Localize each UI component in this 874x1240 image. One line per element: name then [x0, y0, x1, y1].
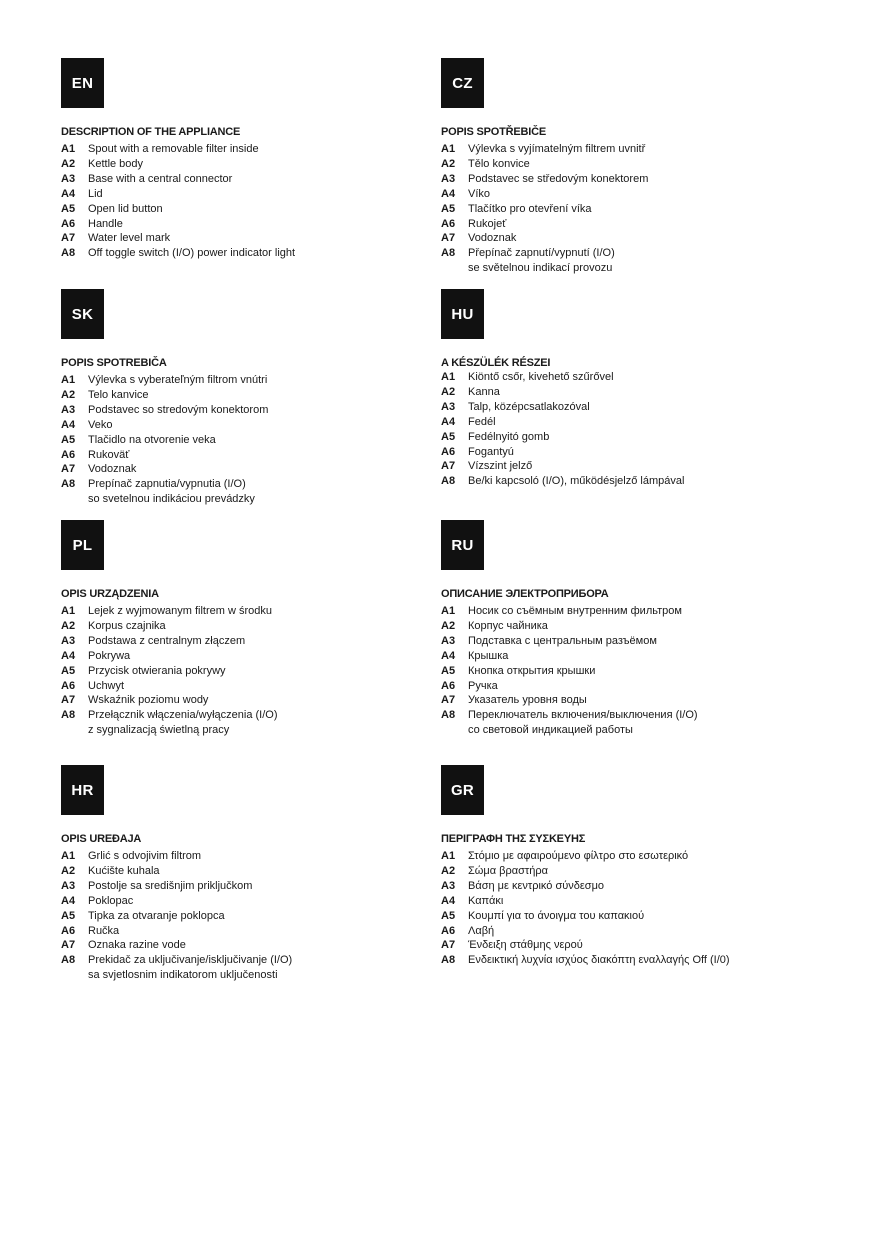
item-code: A5: [61, 909, 76, 922]
list-item: [61, 142, 461, 157]
item-text-line2: sa svjetlosnim indikatorom uključenosti: [88, 969, 278, 982]
item-text: Vízszint jelző: [468, 460, 533, 473]
list-item: [61, 894, 461, 909]
item-text: Pokrywa: [88, 649, 131, 662]
item-code: A7: [61, 232, 76, 245]
list-item: [441, 400, 841, 415]
item-code: A5: [441, 909, 456, 922]
item-text: Víko: [468, 187, 491, 200]
item-text: Корпус чайника: [468, 619, 548, 632]
list-item: [441, 649, 841, 664]
list-item: [61, 231, 461, 246]
section-sk: [61, 289, 461, 507]
item-list: [441, 849, 841, 968]
item-code: A1: [61, 374, 76, 386]
item-code: A5: [441, 664, 456, 677]
list-item: [441, 938, 841, 953]
section-title: OPIS UREĐAJA: [61, 833, 142, 845]
item-code: A8: [61, 478, 76, 491]
item-code: A4: [441, 649, 456, 662]
item-code: A6: [61, 679, 76, 692]
item-text: Σώμα βραστήρα: [468, 864, 548, 877]
section-hu: [441, 289, 841, 489]
section-title: ΠΕΡΙΓΡΑΦΗ ΤΗΣ ΣΥΣΚΕΥΗΣ: [441, 833, 586, 845]
item-code: A1: [441, 850, 456, 862]
list-item: [441, 474, 841, 489]
item-text-line2: z sygnalizacją świetlną pracy: [88, 724, 230, 737]
section-title: ОПИСАНИЕ ЭЛЕКТРОПРИБОРА: [441, 588, 609, 600]
list-item: [441, 879, 841, 894]
item-text: Talp, középcsatlakozóval: [468, 400, 590, 413]
item-code: A8: [441, 954, 456, 967]
list-item: [61, 849, 461, 864]
item-code: A4: [61, 418, 76, 431]
item-code: A4: [441, 187, 456, 200]
list-item: [441, 864, 841, 879]
item-code: A7: [61, 463, 76, 476]
item-list: [441, 142, 841, 276]
item-list: [441, 604, 841, 738]
item-code: A4: [61, 187, 76, 200]
item-code: A6: [441, 445, 456, 458]
item-code: A8: [441, 247, 456, 260]
section-title: POPIS SPOTREBIČA: [61, 357, 167, 369]
item-text: Oznaka razine vode: [88, 939, 186, 952]
list-item: [61, 157, 461, 172]
list-item: [61, 418, 461, 433]
list-item: [61, 693, 461, 708]
list-item: [441, 172, 841, 187]
item-text: Water level mark: [88, 232, 171, 245]
item-text: Kiöntő csőr, kivehető szűrővel: [468, 371, 614, 383]
item-text: Ručka: [88, 924, 120, 937]
item-code: A3: [61, 403, 76, 416]
item-text-line2: so svetelnou indikáciou prevádzky: [88, 493, 255, 506]
language-badge: HR: [61, 765, 104, 815]
item-text: [88, 708, 278, 738]
item-code: A5: [61, 202, 76, 215]
list-item: [61, 403, 461, 418]
item-text: Kućište kuhala: [88, 864, 160, 877]
item-text: Носик со съёмным внутренним фильтром: [468, 605, 682, 617]
list-item: [61, 619, 461, 634]
item-text: Fedél: [468, 415, 496, 428]
item-code: A6: [441, 217, 456, 230]
list-item: [61, 879, 461, 894]
language-badge: EN: [61, 58, 104, 108]
item-code: A4: [441, 894, 456, 907]
item-text: Podstavec se středovým konektorem: [468, 172, 649, 185]
section-gr: [441, 765, 841, 968]
item-code: A3: [441, 172, 456, 185]
language-badge: HU: [441, 289, 484, 339]
item-text: Lejek z wyjmowanym filtrem w środku: [88, 605, 272, 617]
item-text: Open lid button: [88, 202, 163, 215]
item-code: A5: [441, 202, 456, 215]
item-code: A8: [441, 709, 456, 722]
item-code: A7: [61, 939, 76, 952]
item-text: Στόμιο με αφαιρούμενο φίλτρο στο εσωτερικό: [468, 850, 689, 862]
item-code: A1: [61, 850, 76, 862]
item-text: Korpus czajnika: [88, 619, 166, 632]
item-text: Rukojeť: [468, 217, 507, 230]
language-badge: PL: [61, 520, 104, 570]
item-code: A1: [441, 605, 456, 617]
item-text: Grlić s odvojivim filtrom: [88, 850, 202, 862]
item-text: Крышка: [468, 649, 509, 662]
item-text: Fedélnyitó gomb: [468, 430, 550, 443]
item-text: Ενδεικτική λυχνία ισχύος διακόπτη εναλλαγής Off (I/0): [468, 954, 730, 967]
item-code: A5: [61, 433, 76, 446]
item-text: Spout with a removable filter inside: [88, 143, 259, 155]
item-text: Podstawa z centralnym złączem: [88, 634, 246, 647]
list-item: [61, 448, 461, 463]
item-text: [88, 953, 292, 983]
item-code: A3: [441, 879, 456, 892]
list-item: [61, 864, 461, 879]
item-code: A2: [61, 864, 76, 877]
item-list: [61, 849, 461, 983]
list-item: [61, 388, 461, 403]
item-code: A1: [61, 143, 76, 155]
item-code: A6: [61, 924, 76, 937]
item-code: A8: [61, 954, 76, 967]
list-item: [441, 157, 841, 172]
item-text-line1: Prepínač zapnutia/vypnutia (I/O): [88, 478, 246, 491]
item-text: [468, 708, 698, 738]
item-code: A7: [61, 694, 76, 707]
item-text: Výlevka s vyberateľným filtrom vnútri: [88, 374, 268, 386]
list-item: [441, 924, 841, 939]
item-text-line1: Prekidač za uključivanje/isključivanje (I/O): [88, 954, 293, 967]
list-item: [441, 187, 841, 202]
item-code: A1: [441, 371, 456, 383]
item-code: A6: [441, 679, 456, 692]
item-code: A1: [441, 143, 456, 155]
list-item: [61, 246, 461, 261]
list-item: [61, 187, 461, 202]
section-ru: [441, 520, 841, 738]
item-code: A8: [61, 709, 76, 722]
item-text: Base with a central connector: [88, 172, 233, 185]
item-text: [468, 246, 615, 276]
item-text: Wskaźnik poziomu wody: [88, 694, 209, 707]
item-code: A5: [61, 664, 76, 677]
item-list: [61, 373, 461, 507]
section-pl: [61, 520, 461, 738]
item-code: A8: [441, 475, 456, 488]
item-text: Rukoväť: [88, 448, 130, 461]
item-text-line2: se světelnou indikací provozu: [468, 262, 613, 275]
list-item: [441, 708, 841, 738]
item-text-line1: Přepínač zapnutí/vypnutí (I/O): [468, 247, 615, 260]
item-code: A2: [61, 157, 76, 170]
item-text: Uchwyt: [88, 679, 125, 692]
list-item: [441, 430, 841, 445]
list-item: [441, 415, 841, 430]
item-text: Off toggle switch (I/O) power indicator light: [88, 247, 296, 260]
section-cz: [441, 58, 841, 276]
section-title: OPIS URZĄDZENIA: [61, 588, 159, 600]
list-item: [441, 445, 841, 460]
list-item: [441, 679, 841, 694]
list-item: [441, 459, 841, 474]
item-text: Кнопка открытия крышки: [468, 664, 596, 677]
item-code: A7: [441, 939, 456, 952]
item-text: Kanna: [468, 385, 500, 398]
item-text: Κουμπί για το άνοιγμα του καπακιού: [468, 909, 645, 922]
language-badge: SK: [61, 289, 104, 339]
list-item: [441, 370, 841, 385]
list-item: [61, 217, 461, 232]
item-text: Przycisk otwierania pokrywy: [88, 664, 226, 677]
section-title: A KÉSZÜLÉK RÉSZEI: [441, 357, 551, 369]
item-text-line1: Przełącznik włączenia/wyłączenia (I/O): [88, 709, 278, 722]
item-text: Be/ki kapcsoló (I/O), működésjelző lámpával: [468, 475, 685, 488]
list-item: [61, 634, 461, 649]
list-item: [441, 953, 841, 968]
item-code: A2: [61, 388, 76, 401]
list-item: [441, 202, 841, 217]
item-code: A5: [441, 430, 456, 443]
item-text: Fogantyú: [468, 445, 514, 458]
item-code: A6: [61, 217, 76, 230]
list-item: [61, 679, 461, 694]
list-item: [441, 909, 841, 924]
item-code: A7: [441, 694, 456, 707]
item-code: A4: [61, 894, 76, 907]
item-list: [61, 142, 461, 261]
item-text: Postolje sa središnjim priključkom: [88, 879, 253, 892]
item-text: Veko: [88, 418, 113, 431]
item-code: A2: [441, 385, 456, 398]
language-badge: CZ: [441, 58, 484, 108]
item-text: Vodoznak: [468, 232, 517, 245]
item-code: A7: [441, 460, 456, 473]
list-item: [441, 217, 841, 232]
list-item: [441, 693, 841, 708]
item-text: Kettle body: [88, 157, 144, 170]
item-code: A3: [61, 172, 76, 185]
item-list: [61, 604, 461, 738]
item-text: Výlevka s vyjímatelným filtrem uvnitř: [468, 143, 646, 155]
language-badge: GR: [441, 765, 484, 815]
language-badge: RU: [441, 520, 484, 570]
item-text: Указатель уровня воды: [468, 694, 587, 707]
list-item: [61, 664, 461, 679]
list-item: [61, 953, 461, 983]
item-text: Λαβή: [468, 924, 495, 937]
list-item: [61, 477, 461, 507]
item-code: A6: [61, 448, 76, 461]
list-item: [61, 462, 461, 477]
list-item: [441, 619, 841, 634]
list-item: [441, 604, 841, 619]
list-item: [61, 433, 461, 448]
item-text: Подставка с центральным разъёмом: [468, 634, 657, 647]
item-code: A3: [61, 879, 76, 892]
item-text: Καπάκι: [468, 894, 504, 907]
item-text: Telo kanvice: [88, 388, 149, 401]
list-item: [61, 373, 461, 388]
list-item: [441, 634, 841, 649]
item-text: Tlačidlo na otvorenie veka: [88, 433, 216, 446]
list-item: [61, 909, 461, 924]
item-text-line2: со световой индикацией работы: [468, 724, 633, 737]
list-item: [61, 924, 461, 939]
list-item: [441, 664, 841, 679]
section-title: DESCRIPTION OF THE APPLIANCE: [61, 126, 241, 138]
list-item: [441, 385, 841, 400]
list-item: [441, 849, 841, 864]
item-code: A2: [61, 619, 76, 632]
section-en: [61, 58, 461, 261]
list-item: [61, 938, 461, 953]
item-text: [88, 477, 255, 507]
item-text: Lid: [88, 187, 103, 200]
item-code: A2: [441, 157, 456, 170]
item-code: A3: [441, 634, 456, 647]
item-code: A6: [441, 924, 456, 937]
list-item: [61, 604, 461, 619]
item-code: A1: [61, 605, 76, 617]
item-text: Poklopac: [88, 894, 134, 907]
section-hr: [61, 765, 461, 983]
item-text: Podstavec so stredovým konektorom: [88, 403, 269, 416]
item-text: Ένδειξη στάθμης νερού: [468, 939, 583, 952]
item-text: Vodoznak: [88, 463, 137, 476]
item-text: Ручка: [468, 679, 498, 692]
list-item: [61, 202, 461, 217]
list-item: [441, 142, 841, 157]
item-list: [441, 370, 841, 489]
item-code: A4: [441, 415, 456, 428]
item-code: A7: [441, 232, 456, 245]
item-code: A8: [61, 247, 76, 260]
item-code: A2: [441, 864, 456, 877]
list-item: [441, 231, 841, 246]
list-item: [61, 172, 461, 187]
list-item: [441, 246, 841, 276]
item-text-line1: Переключатель включения/выключения (I/O): [468, 709, 698, 722]
item-code: A2: [441, 619, 456, 632]
list-item: [441, 894, 841, 909]
list-item: [61, 708, 461, 738]
list-item: [61, 649, 461, 664]
item-text: Tělo konvice: [468, 157, 530, 170]
item-text: Tlačítko pro otevření víka: [468, 202, 592, 215]
item-code: A3: [441, 400, 456, 413]
item-code: A3: [61, 634, 76, 647]
item-text: Handle: [88, 217, 123, 230]
section-title: POPIS SPOTŘEBIČE: [441, 126, 546, 138]
item-code: A4: [61, 649, 76, 662]
item-text: Tipka za otvaranje poklopca: [88, 909, 225, 922]
item-text: Βάση με κεντρικό σύνδεσμο: [468, 879, 605, 892]
